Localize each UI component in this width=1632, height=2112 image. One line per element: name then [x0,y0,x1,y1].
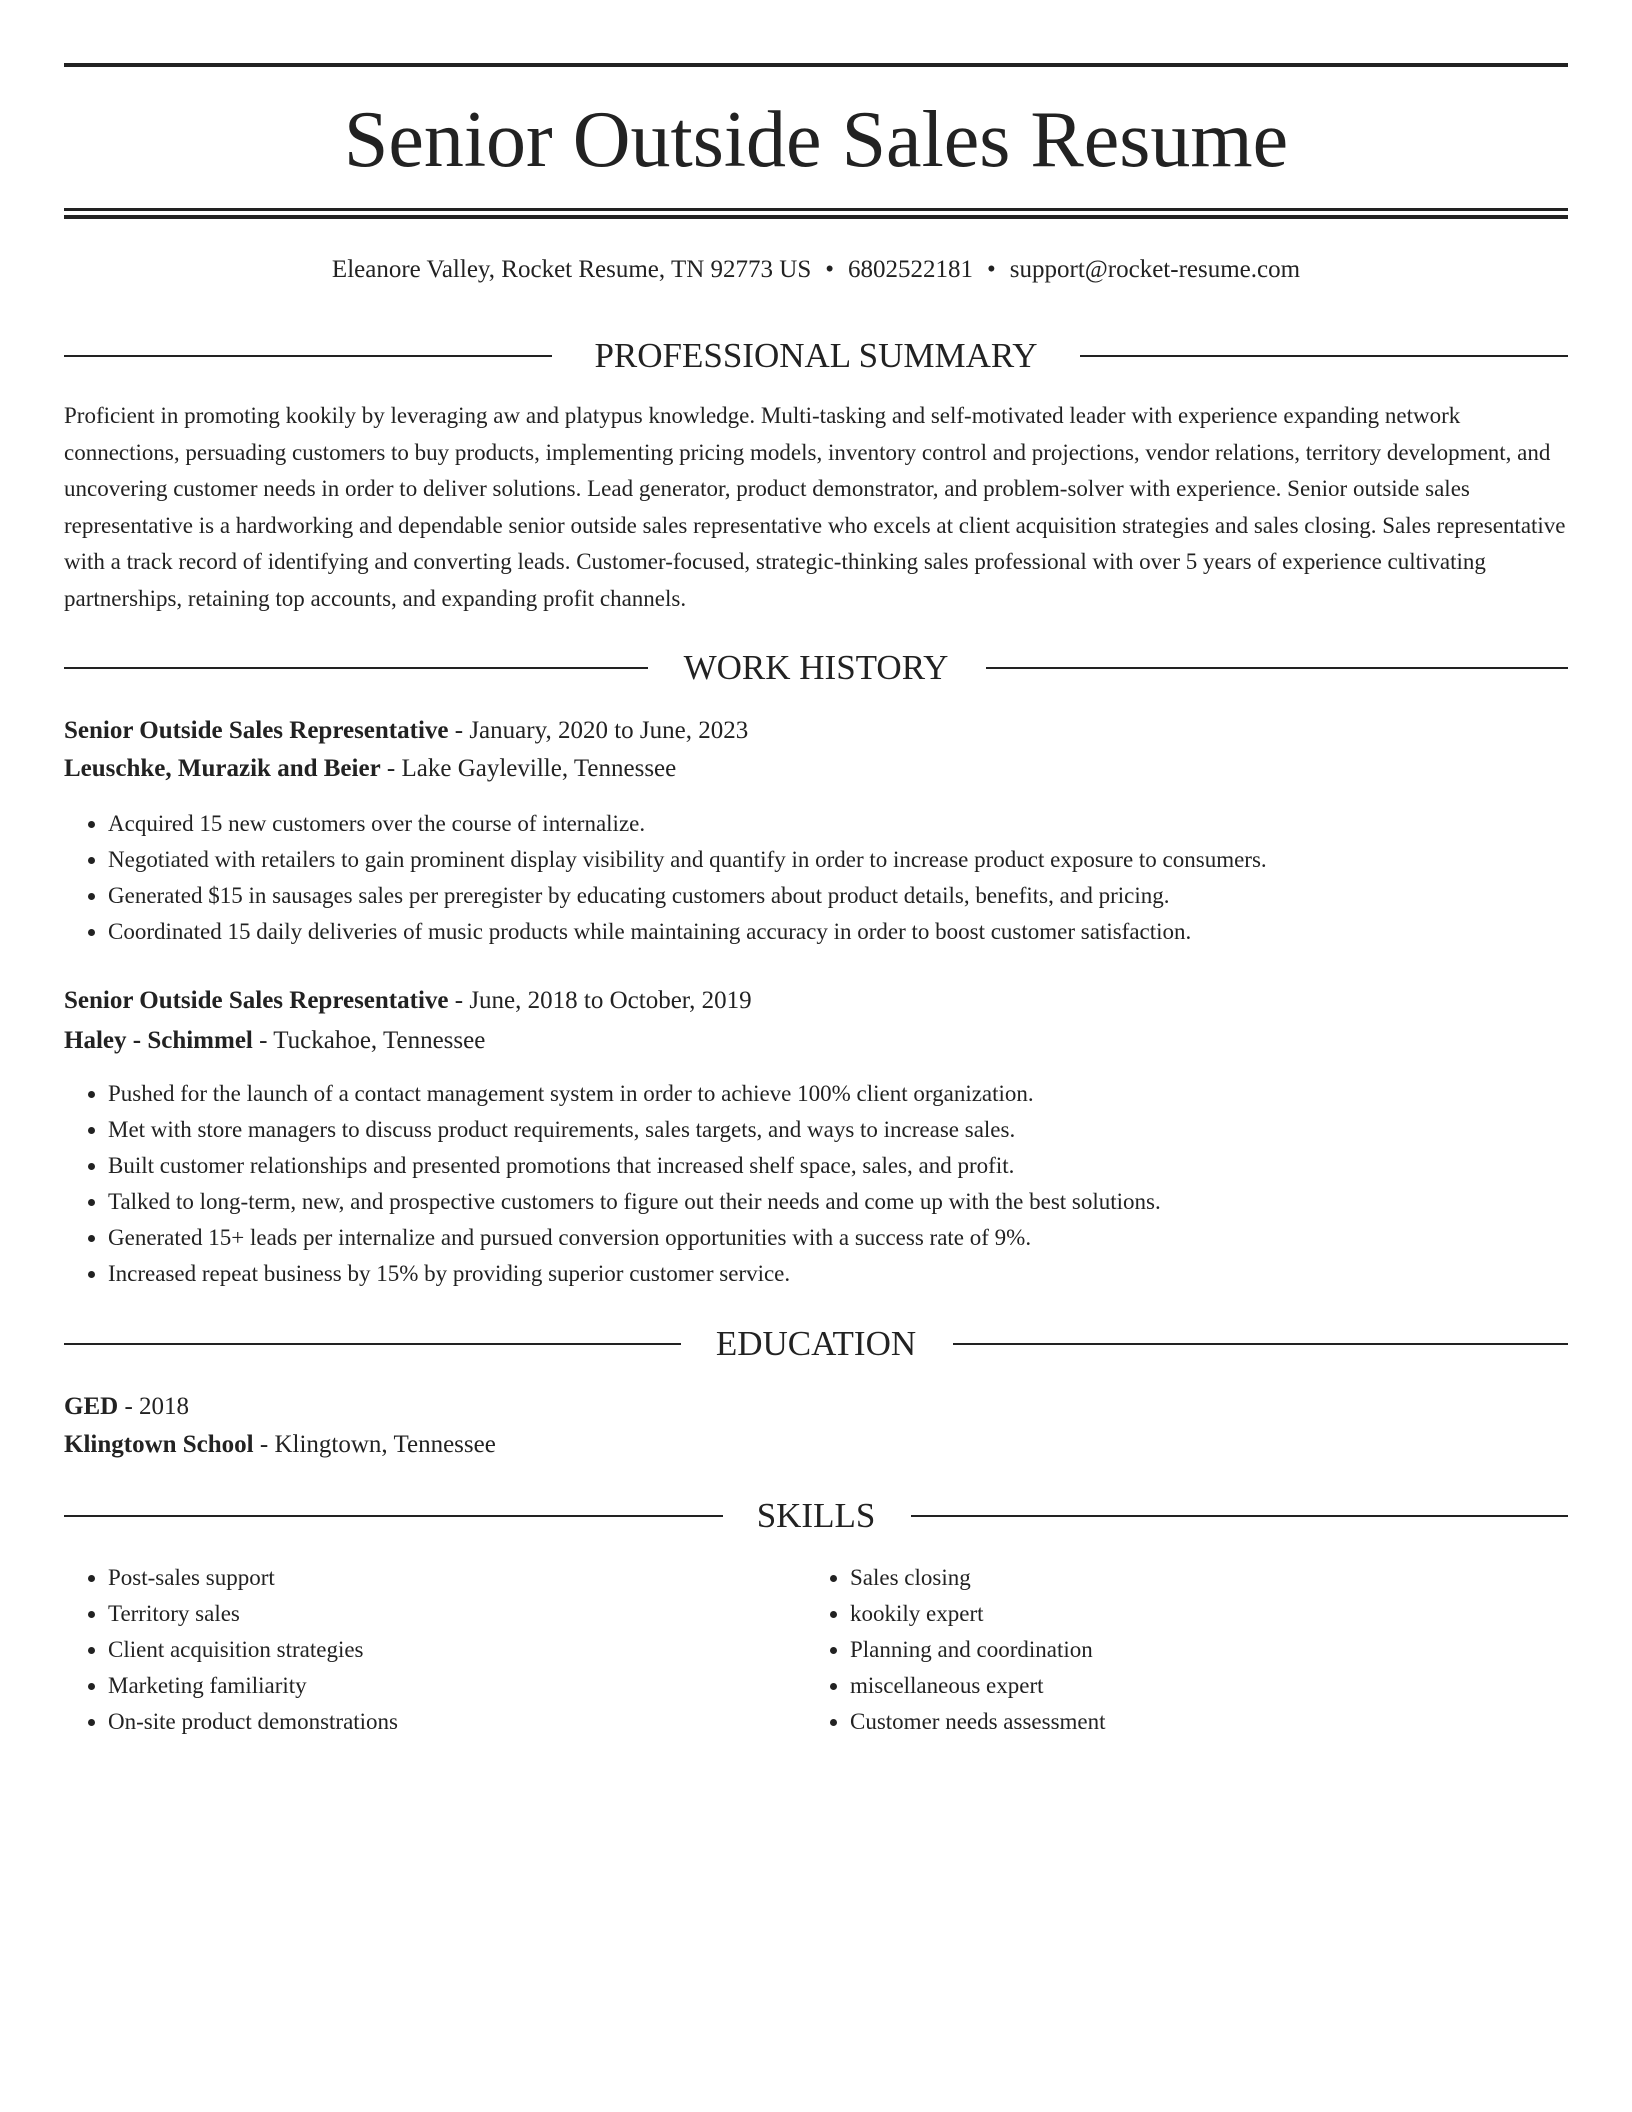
skill-item: • Sales closing [850,1560,1106,1596]
contact-line [64,252,1568,288]
job-bullets [64,806,1568,950]
skill-item: • Post-sales support [108,1560,398,1596]
list-item: • Coordinated 15 daily deliveries of music products while maintaining accuracy in order to boost customer satisfaction. [108,914,1568,950]
skill-item: • Territory sales [108,1596,398,1632]
job-company: Haley - Schimmel [64,1027,253,1054]
title-rule-upper [64,208,1568,211]
title-rule-lower [64,215,1568,219]
skill-item: • kookily expert [850,1596,1106,1632]
education-year: - 2018 [118,1393,190,1420]
list-item: • Acquired 15 new customers over the course of internalize. [108,806,1568,842]
list-item: • Generated 15+ leads per internalize and pursued conversion opportunities with a success rate of 9%. [108,1220,1568,1256]
job-title: Senior Outside Sales Representative [64,987,449,1014]
skill-item: • miscellaneous expert [850,1668,1106,1704]
education-degree: GED [64,1393,119,1420]
skills-list-left [64,1560,398,1740]
job-title-line [64,983,1568,1019]
job-title-line [64,713,1568,749]
skill-item: • Marketing familiarity [108,1668,398,1704]
job-dates: - June, 2018 to October, 2019 [448,987,752,1014]
skill-item: • On-site product demonstrations [108,1704,398,1740]
job-title: Senior Outside Sales Representative [64,717,449,744]
education-school: Klingtown School [64,1431,254,1458]
section-header-summary [64,334,1568,378]
job-dates: - January, 2020 to June, 2023 [448,717,749,744]
list-item: • Increased repeat business by 15% by providing superior customer service. [108,1256,1568,1292]
contact-email: support@rocket-resume.com [1009,256,1301,283]
list-item: • Built customer relationships and presented promotions that increased shelf space, sales, and profit. [108,1148,1568,1184]
list-item: • Talked to long-term, new, and prospective customers to figure out their needs and come up with the best solutions. [108,1184,1568,1220]
section-title-work: WORK HISTORY [683,648,949,687]
contact-separator: • [825,256,834,283]
job-company-line [64,751,1568,787]
section-header-work [64,646,1568,690]
section-rule-right [1080,355,1568,357]
education-location: - Klingtown, Tennessee [253,1431,496,1458]
job-bullets [64,1076,1568,1292]
section-title-education: EDUCATION [715,1324,917,1363]
skills-list-right [806,1560,1106,1740]
job-company-line [64,1023,1568,1059]
contact-phone: 6802522181 [848,256,973,283]
contact-separator: • [987,256,996,283]
job-location: - Lake Gayleville, Tennessee [380,755,677,782]
section-rule-right [953,1343,1568,1345]
summary-paragraph: Proficient in promoting kookily by leveraging aw and platypus knowledge. Multi-tasking and self-motivated leader with experience expanding network connections, persuading customers to buy products, implementing pricing models, inventory control and projections, vendor relations, territory development, and uncovering customer needs in order to deliver solutions. Lead generator, product demonstrator, and problem-solver with experience. Senior outside sales representative is a hardworking and dependable senior outside sales representative who excels at client acquisition strategies and sales closing. Sales representative with a track record of identifying and converting leads. Customer-focused, strategic-thinking sales professional with over 5 years of experience cultivating partnerships, retaining top accounts, and expanding profit channels. [64,403,1566,611]
section-header-skills [64,1494,1568,1538]
job-location: - Tuckahoe, Tennessee [252,1027,486,1054]
section-header-education [64,1322,1568,1366]
section-title-summary: PROFESSIONAL SUMMARY [594,336,1038,375]
skill-item: • Planning and coordination [850,1632,1106,1668]
top-rule [64,63,1568,67]
resume-title: Senior Outside Sales Resume [343,96,1289,184]
list-item: • Met with store managers to discuss product requirements, sales targets, and ways to increase sales. [108,1112,1568,1148]
section-rule-right [911,1515,1568,1517]
section-title-skills: SKILLS [756,1496,876,1535]
skill-item: • Customer needs assessment [850,1704,1106,1740]
list-item: • Generated $15 in sausages sales per preregister by educating customers about product details, benefits, and pricing. [108,878,1568,914]
list-item: • Negotiated with retailers to gain prominent display visibility and quantify in order to increase product exposure to consumers. [108,842,1568,878]
job-company: Leuschke, Murazik and Beier [64,755,381,782]
list-item: • Pushed for the launch of a contact management system in order to achieve 100% client organization. [108,1076,1568,1112]
section-rule-right [986,667,1568,669]
skill-item: • Client acquisition strategies [108,1632,398,1668]
education-school-line [64,1427,1568,1463]
education-degree-line [64,1389,1568,1425]
contact-address: Eleanore Valley, Rocket Resume, TN 92773 US [331,256,812,283]
